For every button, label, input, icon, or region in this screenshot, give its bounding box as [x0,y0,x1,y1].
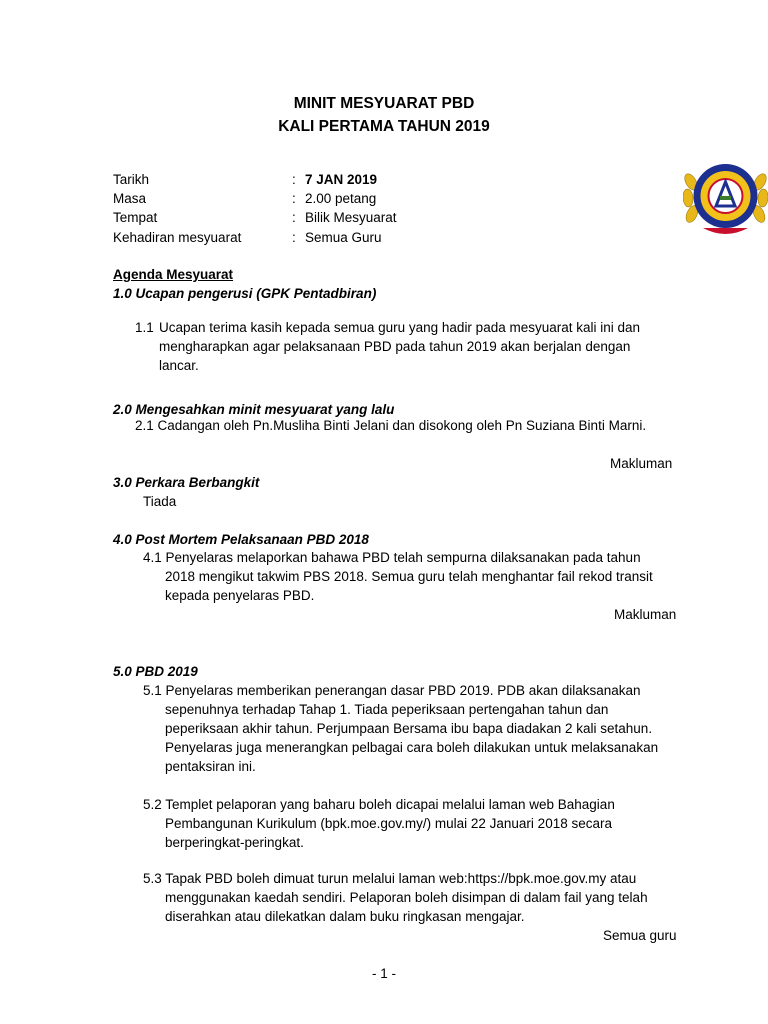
section-5-item-2-line: 5.2 Templet pelaporan yang baharu boleh dicapai melalui laman web Bahagian [143,797,615,812]
section-1-item-line: Ucapan terima kasih kepada semua guru yang hadir pada mesyuarat kali ini dan [159,320,641,335]
section-3-heading: 3.0 Perkara Berbangkit [113,475,260,490]
section-2-action: Makluman [610,456,673,471]
section-5-item-1-line: pentaksiran ini. [165,759,256,774]
meta-label-place: Tempat [113,210,158,225]
meta-sep: : [292,172,296,187]
agenda-title: Agenda Mesyuarat [113,267,234,282]
section-1-item-line: mengharapkan agar pelaksanaan PBD pada tahun 2019 akan berjalan dengan [159,339,631,354]
document-title-line1: MINIT MESYUARAT PBD [293,95,475,112]
page-number: - 1 - [371,966,396,981]
meta-sep: : [292,191,296,206]
meta-value-time: 2.00 petang [305,191,377,206]
document-title-line2: KALI PERTAMA TAHUN 2019 [278,118,490,135]
meta-value-date: 7 JAN 2019 [305,172,378,187]
section-5-item-3-line: menggunakan kaedah sendiri. Pelaporan boleh disimpan di dalam fail yang telah [165,890,648,905]
section-5-item-1-line: sepenuhnya terhadap Tahap 1. Tiada peperiksaan pertengahan tahun dan [165,702,609,717]
section-1-item-line: lancar. [159,358,199,373]
section-4-heading: 4.0 Post Mortem Pelaksanaan PBD 2018 [113,532,369,547]
meta-label-time: Masa [113,191,147,206]
section-5-action: Semua guru [603,928,677,943]
section-5-item-1-line: 5.1 Penyelaras memberikan penerangan dasar PBD 2019. PDB akan dilaksanakan [143,683,641,698]
section-4-item-line: 2018 mengikut takwim PBS 2018. Semua guru telah menghantar fail rekod transit [165,569,653,584]
section-5-item-1-line: peperiksaan akhir tahun. Perjumpaan Bersama ibu bapa diadakan 2 kali setahun. [165,721,653,736]
meta-label-attendance: Kehadiran mesyuarat [113,230,242,245]
meta-value-place: Bilik Mesyuarat [305,210,397,225]
meta-value-attendance: Semua Guru [305,230,382,245]
section-4-action: Makluman [614,607,677,622]
school-logo [683,152,768,240]
section-5-item-2-line: Pembangunan Kurikulum (bpk.moe.gov.my/) mulai 22 Januari 2018 secara [165,816,612,831]
section-5-item-3-line: 5.3 Tapak PBD boleh dimuat turun melalui laman web:https://bpk.moe.gov.my atau [143,871,637,886]
section-4-item-line: 4.1 Penyelaras melaporkan bahawa PBD telah sempurna dilaksanakan pada tahun [143,550,641,565]
section-2-heading: 2.0 Mengesahkan minit mesyuarat yang lalu [113,402,395,417]
section-5-heading: 5.0 PBD 2019 [113,664,198,679]
section-4-item-line: kepada penyelaras PBD. [165,588,315,603]
section-3-body: Tiada [143,494,177,509]
section-5-item-1-line: Penyelaras juga menerangkan pelbagai cara boleh dilakukan untuk melaksanakan [165,740,659,755]
meta-sep: : [292,230,296,245]
meta-sep: : [292,210,296,225]
section-5-item-2-line: berperingkat-peringkat. [165,835,304,850]
section-5-item-3-line: diserahkan atau dilekatkan dalam buku ringkasan mengajar. [165,909,525,924]
section-1-heading: 1.0 Ucapan pengerusi (GPK Pentadbiran) [113,286,377,301]
section-2-item: 2.1 Cadangan oleh Pn.Musliha Binti Jelani dan disokong oleh Pn Suziana Binti Marni. [135,418,647,433]
meta-label-date: Tarikh [113,172,150,187]
section-1-item-number: 1.1 [135,320,154,335]
